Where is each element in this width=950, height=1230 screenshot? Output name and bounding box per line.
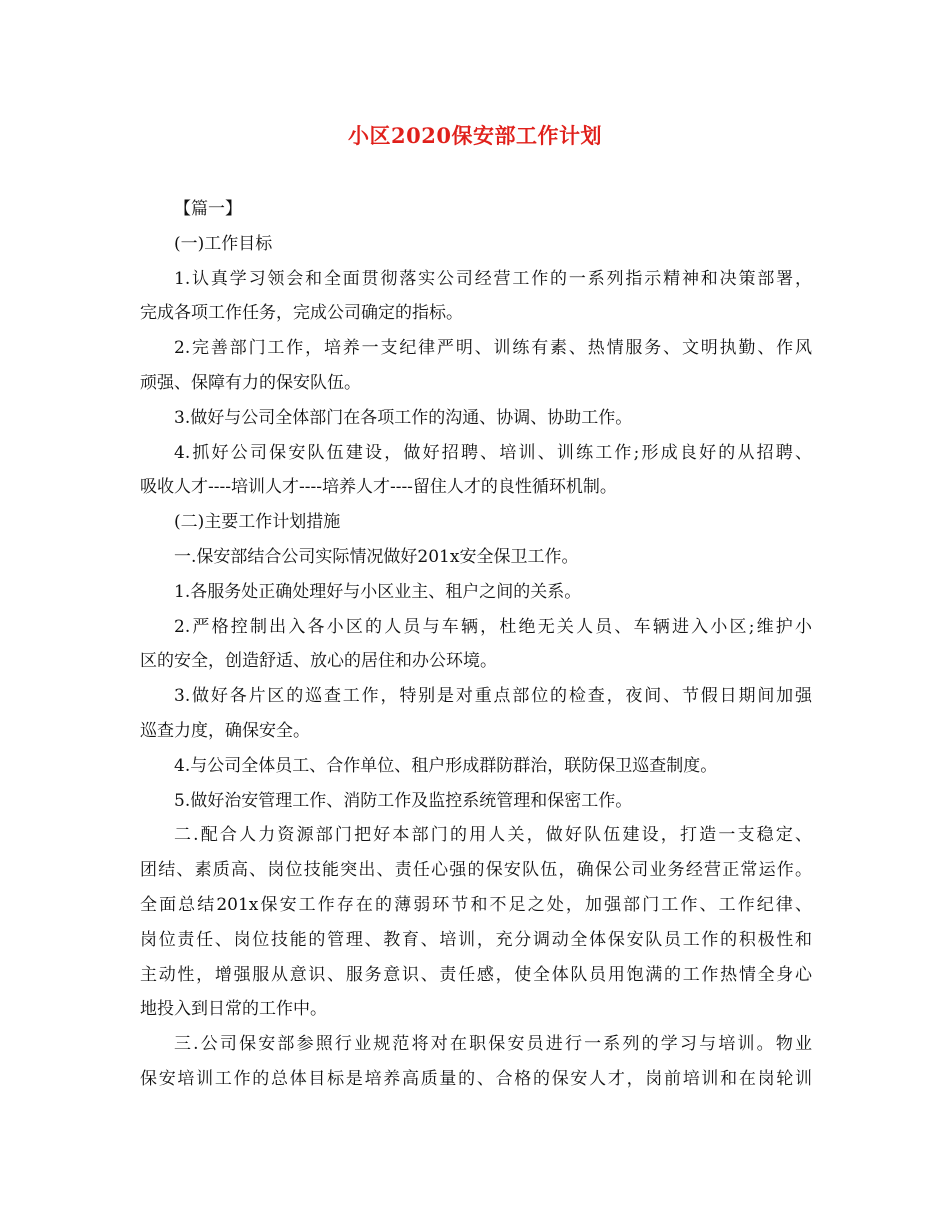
text-line: 岗位责任、岗位技能的管理、教育、培训，充分调动全体保安队员工作的积极性和 <box>140 929 812 950</box>
text-line: 完成各项工作任务，完成公司确定的指标。 <box>140 303 463 324</box>
page-title: 小区2020保安部工作计划 <box>348 123 602 148</box>
text-line: 4.抓好公司保安队伍建设，做好招聘、培训、训练工作;形成良好的从招聘、 <box>174 442 812 463</box>
text-line: 一.保安部结合公司实际情况做好201x安全保卫工作。 <box>174 546 579 567</box>
text-line: 4.与公司全体员工、合作单位、租户形成群防群治，联防保卫巡查制度。 <box>174 755 718 776</box>
text-line: 5.做好治安管理工作、消防工作及监控系统管理和保密工作。 <box>174 790 633 811</box>
text-line: 顽强、保障有力的保安队伍。 <box>140 372 361 393</box>
text-line: 3.做好与公司全体部门在各项工作的沟通、协调、协助工作。 <box>174 407 633 428</box>
text-line: 1.认真学习领会和全面贯彻落实公司经营工作的一系列指示精神和决策部署， <box>174 268 812 289</box>
text-line: (一)工作目标 <box>174 233 273 254</box>
text-line: 2.严格控制出入各小区的人员与车辆，杜绝无关人员、车辆进入小区;维护小 <box>174 616 812 637</box>
text-line: 主动性，增强服从意识、服务意识、责任感，使全体队员用饱满的工作热情全身心 <box>140 964 812 985</box>
text-line: 地投入到日常的工作中。 <box>140 999 327 1020</box>
text-line: 3.做好各片区的巡查工作，特别是对重点部位的检查，夜间、节假日期间加强 <box>174 686 812 707</box>
text-line: 1.各服务处正确处理好与小区业主、租户之间的关系。 <box>174 581 582 602</box>
text-line: 二.配合人力资源部门把好本部门的用人关，做好队伍建设，打造一支稳定、 <box>174 825 812 846</box>
text-line: 保安培训工作的总体目标是培养高质量的、合格的保安人才，岗前培训和在岗轮训 <box>140 1068 812 1089</box>
text-line: 三.公司保安部参照行业规范将对在职保安员进行一系列的学习与培训。物业 <box>174 1034 812 1055</box>
text-line: 巡查力度，确保安全。 <box>140 720 310 741</box>
text-line: 团结、素质高、岗位技能突出、责任心强的保安队伍，确保公司业务经营正常运作。 <box>140 860 812 881</box>
text-line: 2.完善部门工作，培养一支纪律严明、训练有素、热情服务、文明执勤、作风 <box>174 338 812 359</box>
text-line: 【篇一】 <box>174 199 242 219</box>
document-body <box>140 192 812 1097</box>
text-line: 区的安全，创造舒适、放心的居住和办公环境。 <box>140 651 497 672</box>
text-line: 全面总结201x保安工作存在的薄弱环节和不足之处，加强部门工作、工作纪律、 <box>140 894 812 915</box>
text-line: (二)主要工作计划措施 <box>174 512 341 533</box>
text-line: 吸收人才----培训人才----培养人才----留住人才的良性循环机制。 <box>140 477 617 498</box>
